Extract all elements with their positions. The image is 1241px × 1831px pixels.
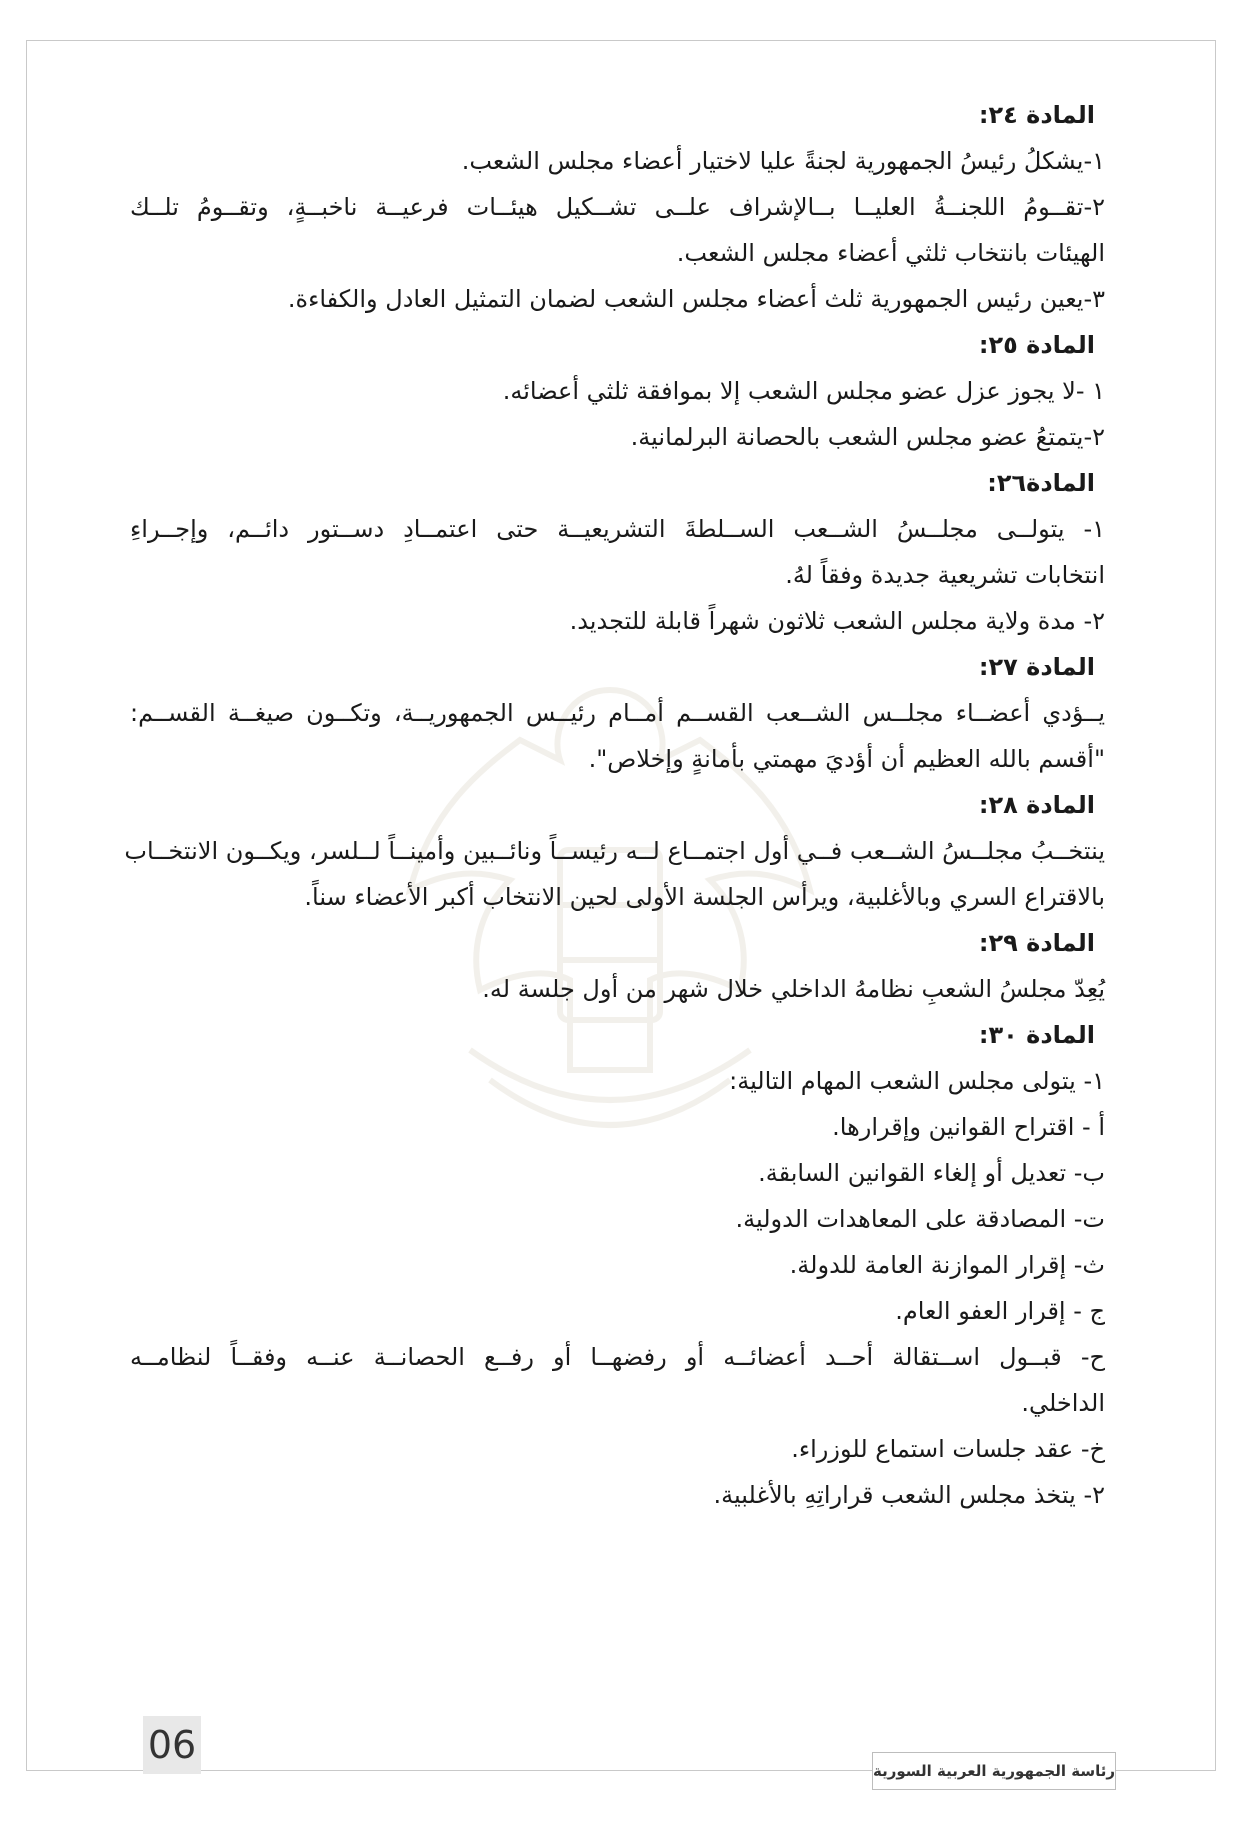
article-line: ت- المصادقة على المعاهدات الدولية. <box>735 1205 1105 1233</box>
article-line: ح- قبــول اســتقالة أحــد أعضائــه أو رفضهــا أو رفــع الحصانــة عنــه وفقــاً لنظامــه <box>130 1343 1105 1371</box>
article-line: ٢-يتمتعُ عضو مجلس الشعب بالحصانة البرلمانية. <box>630 423 1105 451</box>
article-line: بالاقتراع السري وبالأغلبية، ويرأس الجلسة الأولى لحين الانتخاب أكبر الأعضاء سناً. <box>304 883 1105 911</box>
article-28 <box>124 782 1105 920</box>
article-line: "أقسم بالله العظيم أن أؤديَ مهمتي بأمانةٍ وإخلاص". <box>588 745 1105 773</box>
article-heading: المادة٢٦: <box>987 469 1095 497</box>
article-line: انتخابات تشريعية جديدة وفقاً لهُ. <box>785 561 1105 589</box>
article-line: ١-يشكلُ رئيسُ الجمهورية لجنةً عليا لاختيار أعضاء مجلس الشعب. <box>461 147 1105 175</box>
article-25 <box>130 322 1105 460</box>
article-heading: المادة ٢٤: <box>978 101 1095 129</box>
page-number: 06 <box>143 1716 201 1774</box>
article-heading: المادة ٣٠: <box>978 1021 1095 1049</box>
footer-issuer-label: رئاسة الجمهورية العربية السورية <box>872 1752 1116 1790</box>
article-29 <box>130 920 1105 1012</box>
article-24 <box>130 92 1105 322</box>
article-line: ١ -لا يجوز عزل عضو مجلس الشعب إلا بموافقة ثلثي أعضائه. <box>502 377 1105 405</box>
article-line: ٢- يتخذ مجلس الشعب قراراتِهِ بالأغلبية. <box>713 1481 1105 1509</box>
article-line: ينتخــبُ مجلــسُ الشــعب فــي أول اجتمــاع لــه رئيســاً ونائــبين وأمينــاً لــلسر، ويكــون الانتخــاب <box>124 837 1105 865</box>
article-line: ب- تعديل أو إلغاء القوانين السابقة. <box>758 1159 1105 1187</box>
article-line: خ- عقد جلسات استماع للوزراء. <box>791 1435 1105 1463</box>
article-line: أ - اقتراح القوانين وإقرارها. <box>832 1113 1105 1141</box>
article-heading: المادة ٢٧: <box>978 653 1095 681</box>
article-27 <box>130 644 1105 782</box>
article-heading: المادة ٢٥: <box>978 331 1095 359</box>
article-heading: المادة ٢٩: <box>978 929 1095 957</box>
article-line: الداخلي. <box>1021 1389 1105 1417</box>
article-heading: المادة ٢٨: <box>978 791 1095 819</box>
document-body <box>124 92 1105 1518</box>
article-26 <box>130 460 1105 644</box>
article-line: ١- يتولــى مجلــسُ الشــعب الســلطةَ التشريعيــة حتى اعتمــادِ دســتور دائــم، وإجــراءِ <box>130 515 1105 543</box>
article-line: ٢-تقــومُ اللجنــةُ العليــا بــالإشراف علــى تشــكيل هيئــات فرعيــة ناخبــةٍ، وتقــومُ تلــك <box>130 193 1105 221</box>
article-line: ١- يتولى مجلس الشعب المهام التالية: <box>729 1067 1105 1095</box>
article-30 <box>130 1012 1105 1518</box>
article-line: ث- إقرار الموازنة العامة للدولة. <box>789 1251 1105 1279</box>
article-line: ٢- مدة ولاية مجلس الشعب ثلاثون شهراً قابلة للتجديد. <box>569 607 1105 635</box>
article-line: ج - إقرار العفو العام. <box>895 1297 1105 1325</box>
article-line: يــؤدي أعضــاء مجلــس الشــعب القســم أمــام رئيــس الجمهوريــة، وتكــون صيغــة القســم: <box>130 699 1105 727</box>
article-line: يُعِدّ مجلسُ الشعبِ نظامهُ الداخلي خلال شهر من أول جلسة له. <box>482 975 1105 1003</box>
article-line: ٣-يعين رئيس الجمهورية ثلث أعضاء مجلس الشعب لضمان التمثيل العادل والكفاءة. <box>287 285 1105 313</box>
article-line: الهيئات بانتخاب ثلثي أعضاء مجلس الشعب. <box>676 239 1105 267</box>
